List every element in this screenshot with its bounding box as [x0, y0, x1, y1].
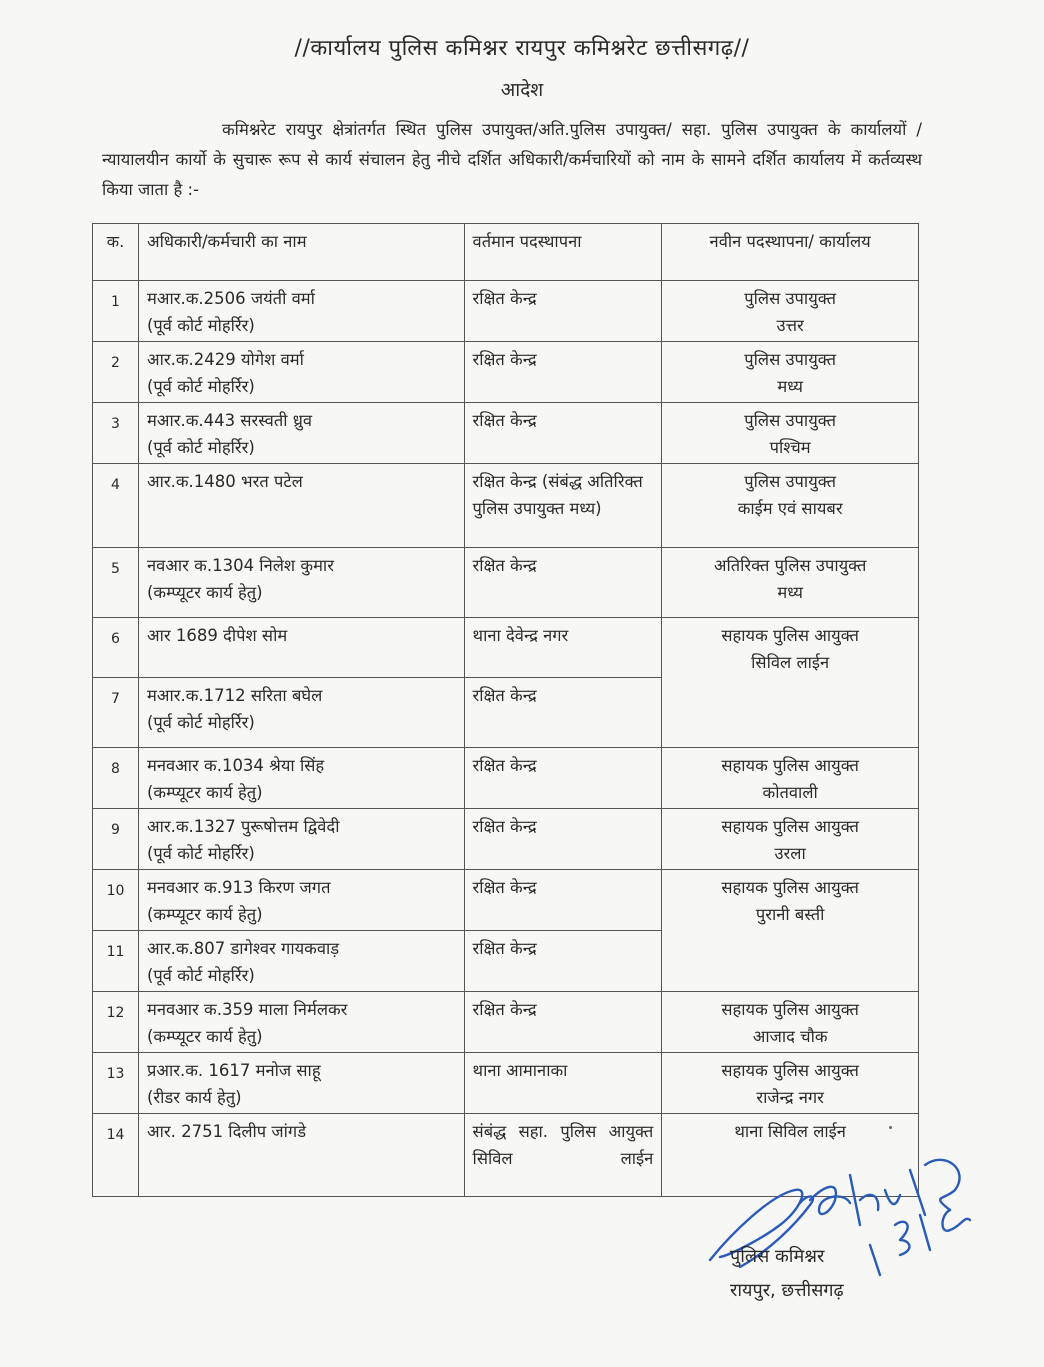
table-row — [93, 1053, 919, 1114]
cell-name — [138, 678, 464, 748]
cell-current-posting: रक्षित केन्द्र — [464, 992, 662, 1053]
cell-sn: 3 — [93, 403, 139, 464]
employee-note: (पूर्व कोर्ट मोहर्रिर) — [146, 844, 255, 863]
new-posting-line2: राजेन्द्र नगर — [756, 1088, 824, 1107]
new-posting-line1: सहायक पुलिस आयुक्त — [721, 756, 859, 775]
employee-note: (पूर्व कोर्ट मोहर्रिर) — [146, 438, 255, 457]
employee-note: (पूर्व कोर्ट मोहर्रिर) — [146, 316, 255, 335]
cell-current-posting: रक्षित केन्द्र — [464, 548, 662, 618]
cell-current-posting: थाना देवेन्द्र नगर — [464, 618, 662, 678]
employee-note: (पूर्व कोर्ट मोहर्रिर) — [146, 377, 255, 396]
employee-name: आर.क.1327 पुरूषोत्तम द्विवेदी — [146, 817, 340, 836]
employee-name: आर.क.1480 भरत पटेल — [146, 472, 303, 491]
cell-current-posting: रक्षित केन्द्र — [464, 342, 662, 403]
new-posting-line2: काईम एवं सायबर — [737, 499, 843, 518]
cell-new-posting — [662, 548, 919, 618]
signature-block — [730, 1240, 844, 1308]
cell-current-posting: रक्षित केन्द्र — [464, 403, 662, 464]
cell-sn: 7 — [93, 678, 139, 748]
new-posting-line1: पुलिस उपायुक्त — [744, 289, 837, 308]
new-posting-line2: सिविल लाईन — [751, 653, 830, 672]
table-row — [93, 748, 919, 809]
col-header-new-posting: नवीन पदस्थापना/ कार्यालय — [662, 224, 919, 281]
new-posting-line1: सहायक पुलिस आयुक्त — [721, 878, 859, 897]
new-posting-line2: पुरानी बस्ती — [755, 905, 825, 924]
cell-new-posting — [662, 809, 919, 870]
table-row — [93, 992, 919, 1053]
cell-new-posting — [662, 1053, 919, 1114]
employee-note: (कम्प्यूटर कार्य हेतु) — [146, 583, 263, 602]
cell-name — [138, 342, 464, 403]
employee-name: आर.क.2429 योगेश वर्मा — [146, 350, 304, 369]
employee-note: (पूर्व कोर्ट मोहर्रिर) — [146, 713, 255, 732]
cell-name — [138, 870, 464, 931]
cell-name — [138, 1053, 464, 1114]
employee-name: मआर.क.1712 सरिता बघेल — [146, 686, 323, 705]
employee-note: (कम्प्यूटर कार्य हेतु) — [146, 905, 263, 924]
table-row — [93, 403, 919, 464]
table-row — [93, 464, 919, 548]
cell-new-posting — [662, 870, 919, 992]
cell-sn: 10 — [93, 870, 139, 931]
col-header-sn: क. — [93, 224, 139, 281]
cell-current-posting: संबंद्ध सहा. पुलिस आयुक्त सिविल लाईन — [464, 1114, 662, 1197]
cell-sn: 12 — [93, 992, 139, 1053]
cell-current-posting: थाना आमानाका — [464, 1053, 662, 1114]
table-row — [93, 870, 919, 931]
office-title: //कार्यालय पुलिस कमिश्नर रायपुर कमिश्नरेट छत्तीसगढ़// — [294, 36, 750, 61]
cell-name — [138, 281, 464, 342]
cell-current-posting: रक्षित केन्द्र — [464, 748, 662, 809]
employee-note: (रीडर कार्य हेतु) — [146, 1088, 242, 1107]
new-posting-line1: अतिरिक्त पुलिस उपायुक्त — [713, 556, 867, 575]
new-posting-line2: आजाद चौक — [752, 1027, 828, 1046]
new-posting-line1: सहायक पुलिस आयुक्त — [721, 1000, 859, 1019]
employee-name: मनवआर क.359 माला निर्मलकर — [146, 1000, 348, 1019]
new-posting-line2: मध्य — [777, 583, 803, 602]
cell-new-posting — [662, 403, 919, 464]
cell-new-posting — [662, 992, 919, 1053]
cell-name — [138, 548, 464, 618]
new-posting-line1: सहायक पुलिस आयुक्त — [721, 817, 859, 836]
employee-note: (कम्प्यूटर कार्य हेतु) — [146, 783, 263, 802]
cell-sn: 2 — [93, 342, 139, 403]
cell-new-posting — [662, 464, 919, 548]
signatory-designation: पुलिस कमिश्नर — [730, 1246, 825, 1267]
cell-current-posting: रक्षित केन्द्र — [464, 281, 662, 342]
table-row — [93, 342, 919, 403]
table-row — [93, 809, 919, 870]
cell-sn: 13 — [93, 1053, 139, 1114]
cell-sn: 4 — [93, 464, 139, 548]
cell-current-posting: रक्षित केन्द्र (संबंद्ध अतिरिक्त पुलिस उपायुक्त मध्य) — [464, 464, 662, 548]
col-header-name: अधिकारी/कर्मचारी का नाम — [138, 224, 464, 281]
cell-new-posting — [662, 281, 919, 342]
new-posting-line1: थाना सिविल लाईन — [734, 1122, 846, 1141]
employee-name: आर. 2751 दिलीप जांगडे — [146, 1122, 307, 1141]
new-posting-line1: पुलिस उपायुक्त — [744, 411, 837, 430]
new-posting-line2: पश्चिम — [769, 438, 811, 457]
cell-name — [138, 403, 464, 464]
employee-name: प्रआर.क. 1617 मनोज साहू — [146, 1061, 321, 1080]
cell-new-posting — [662, 618, 919, 748]
employee-name: आर.क.807 डागेश्वर गायकवाड़ — [146, 939, 340, 958]
employee-name: मनवआर क.913 किरण जगत — [146, 878, 331, 897]
employee-name: नवआर क.1304 निलेश कुमार — [146, 556, 334, 575]
cell-new-posting — [662, 748, 919, 809]
cell-sn: 14 — [93, 1114, 139, 1197]
employee-name: मआर.क.443 सरस्वती ध्रुव — [146, 411, 313, 430]
posting-table — [92, 223, 919, 1197]
cell-name — [138, 809, 464, 870]
cell-current-posting: रक्षित केन्द्र — [464, 809, 662, 870]
ink-speck — [889, 1126, 892, 1129]
new-posting-line2: मध्य — [777, 377, 803, 396]
cell-new-posting — [662, 342, 919, 403]
cell-current-posting: रक्षित केन्द्र — [464, 678, 662, 748]
col-header-current-posting: वर्तमान पदस्थापना — [464, 224, 662, 281]
employee-name: मआर.क.2506 जयंती वर्मा — [146, 289, 315, 308]
employee-note: (पूर्व कोर्ट मोहर्रिर) — [146, 966, 255, 985]
new-posting-line2: उरला — [774, 844, 806, 863]
new-posting-line1: सहायक पुलिस आयुक्त — [721, 1061, 859, 1080]
cell-sn: 11 — [93, 931, 139, 992]
new-posting-line1: पुलिस उपायुक्त — [744, 472, 837, 491]
employee-name: आर 1689 दीपेश सोम — [146, 626, 288, 645]
signatory-location: रायपुर, छत्तीसगढ़ — [730, 1280, 844, 1301]
new-posting-line2: कोतवाली — [762, 783, 818, 802]
cell-name — [138, 992, 464, 1053]
cell-name — [138, 1114, 464, 1197]
cell-current-posting: रक्षित केन्द्र — [464, 870, 662, 931]
table-row — [93, 281, 919, 342]
table-row — [93, 618, 919, 678]
cell-name — [138, 618, 464, 678]
employee-note: (कम्प्यूटर कार्य हेतु) — [146, 1027, 263, 1046]
cell-current-posting: रक्षित केन्द्र — [464, 931, 662, 992]
table-row — [93, 548, 919, 618]
cell-sn: 1 — [93, 281, 139, 342]
new-posting-line2: उत्तर — [776, 316, 804, 335]
cell-sn: 9 — [93, 809, 139, 870]
table-header-row — [93, 224, 919, 281]
cell-name — [138, 464, 464, 548]
new-posting-line1: सहायक पुलिस आयुक्त — [721, 626, 859, 645]
cell-sn: 6 — [93, 618, 139, 678]
cell-name — [138, 931, 464, 992]
cell-sn: 8 — [93, 748, 139, 809]
intro-paragraph: कमिश्नरेट रायपुर क्षेत्रांतर्गत स्थित पुलिस उपायुक्त/अति.पुलिस उपायुक्त/ सहा. पुलिस उपायुक्त के कार्यालयों / न्यायालयीन कार्यो के सुचारू रूप से कार्य संचालन हेतु नीचे दर्शित अधिकारी/कर्मचारियों को नाम के सामने दर्शित कार्यालय में कर्तव्यस्थ किया जाता है :- — [102, 120, 922, 199]
order-heading: आदेश — [500, 79, 544, 101]
employee-name: मनवआर क.1034 श्रेया सिंह — [146, 756, 325, 775]
cell-sn: 5 — [93, 548, 139, 618]
cell-name — [138, 748, 464, 809]
new-posting-line1: पुलिस उपायुक्त — [744, 350, 837, 369]
